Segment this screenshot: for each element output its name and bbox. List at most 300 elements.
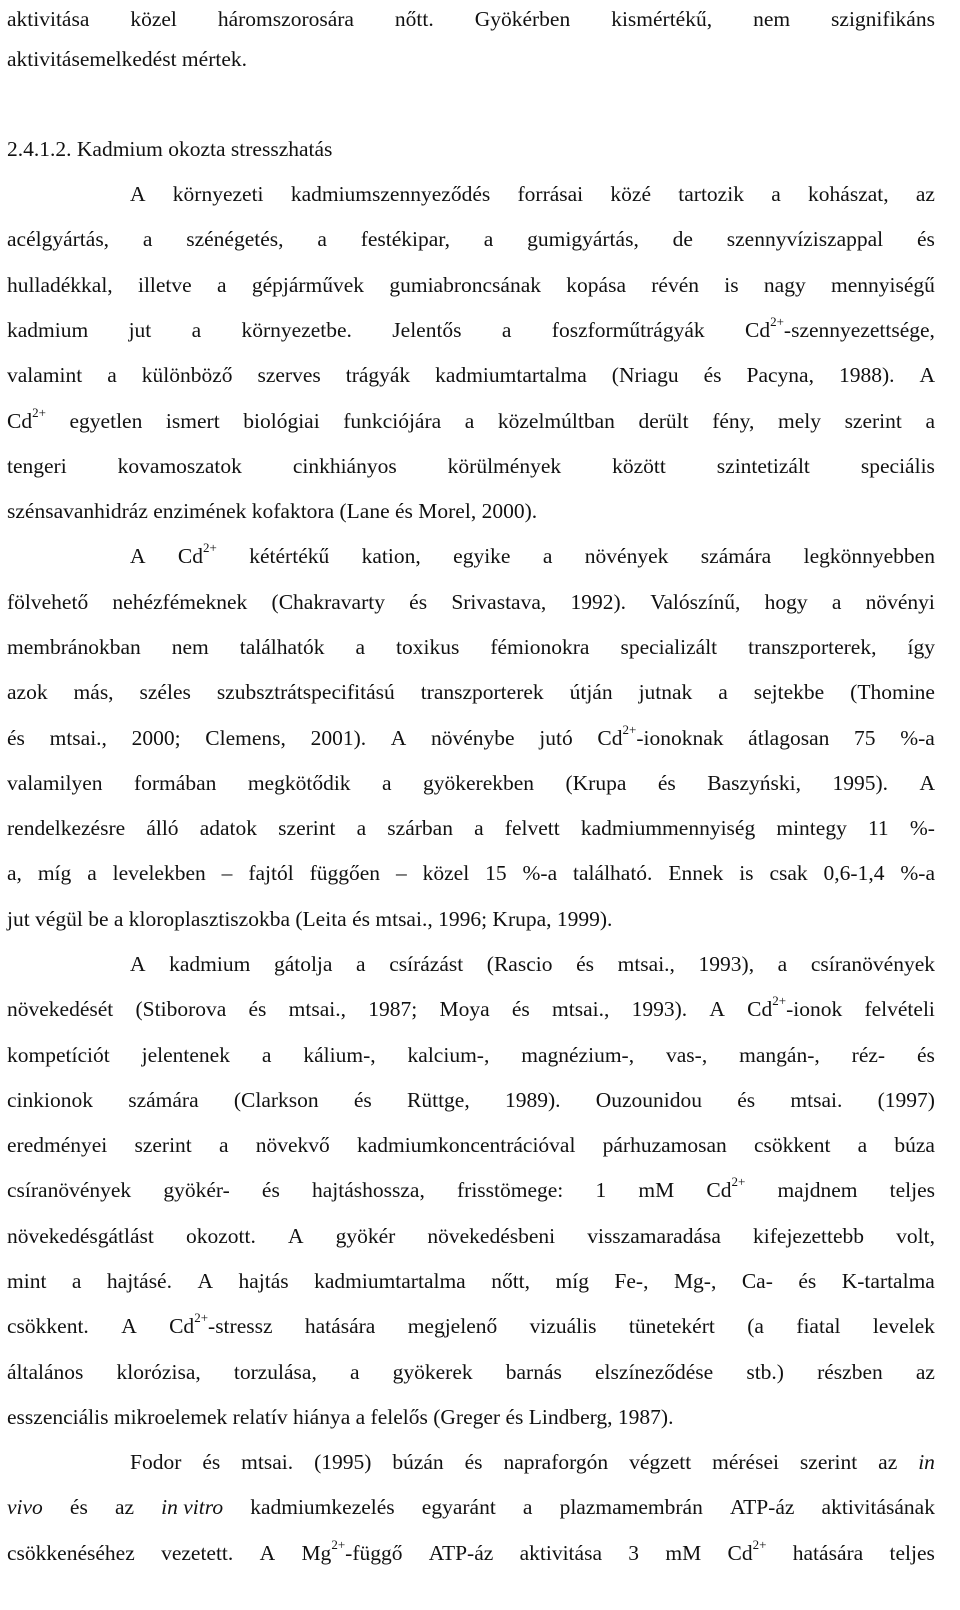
word: és xyxy=(703,363,722,387)
word: szárban xyxy=(387,816,453,840)
word: mangán-, xyxy=(739,1043,820,1067)
text-line xyxy=(7,541,935,571)
word: között xyxy=(612,454,666,478)
word-group xyxy=(357,1130,576,1160)
word-group xyxy=(242,315,352,345)
word: és xyxy=(7,726,25,750)
word-group xyxy=(431,723,515,753)
word-group xyxy=(7,451,67,481)
word: részben xyxy=(817,1360,883,1384)
word: általános xyxy=(7,1360,84,1384)
word: mérései xyxy=(712,1450,779,1474)
word-group xyxy=(861,451,935,481)
word: fajtól xyxy=(248,861,294,885)
word: környezetbe. xyxy=(241,318,352,342)
word: jelentenek xyxy=(141,1043,230,1067)
word-group xyxy=(186,1221,256,1251)
word-group xyxy=(311,723,367,753)
word-group xyxy=(543,541,553,571)
word-group xyxy=(392,1447,443,1477)
word-group xyxy=(317,224,327,254)
word-group xyxy=(777,1175,857,1205)
word: ATP-áz xyxy=(729,1495,795,1519)
word: transzporterek xyxy=(420,680,544,704)
word: 3 xyxy=(628,1541,640,1565)
word-group xyxy=(143,224,153,254)
word-group xyxy=(629,1447,691,1477)
word: %-a xyxy=(900,726,935,750)
word-group xyxy=(38,858,71,888)
word-group xyxy=(112,587,247,617)
word: hatására xyxy=(304,1314,376,1338)
word-group xyxy=(614,1266,648,1296)
word-group xyxy=(790,1085,842,1115)
word: Ennek xyxy=(668,861,724,885)
word-group xyxy=(409,587,427,617)
word-group xyxy=(408,1311,498,1341)
word-group xyxy=(748,632,876,662)
word-group xyxy=(890,1175,935,1205)
word-group xyxy=(130,1447,181,1477)
word: cinkionok xyxy=(7,1088,93,1112)
word: míg xyxy=(555,1269,589,1293)
word-group xyxy=(134,1130,191,1160)
word: kopása xyxy=(566,273,626,297)
word: magnézium-, xyxy=(521,1043,635,1067)
word: (1995) xyxy=(314,1450,372,1474)
word: K-tartalma xyxy=(841,1269,935,1293)
word: a xyxy=(501,318,512,342)
text-line xyxy=(7,360,935,390)
word: Ca- xyxy=(741,1269,773,1293)
word: a xyxy=(71,1269,82,1293)
word: széles xyxy=(139,680,191,704)
word-group xyxy=(396,858,407,888)
word: stb.) xyxy=(746,1360,784,1384)
word-group xyxy=(560,1492,703,1522)
word: Moya xyxy=(439,997,490,1021)
word-group xyxy=(597,723,723,753)
word-group xyxy=(576,949,594,979)
word-group xyxy=(130,4,177,34)
word: visszamaradása xyxy=(587,1224,721,1248)
word: A xyxy=(390,726,407,750)
superscript: 2+ xyxy=(622,721,637,737)
word-group xyxy=(129,315,152,345)
word: 15 xyxy=(485,861,507,885)
word: aktivitásemelkedést mértek. xyxy=(7,47,247,71)
word: Ouzounidou xyxy=(595,1088,703,1112)
word-group xyxy=(241,1447,293,1477)
word: mtsai., xyxy=(552,997,610,1021)
word: 1987; xyxy=(368,997,418,1021)
word-group xyxy=(520,1538,602,1568)
word-group xyxy=(918,1447,935,1477)
word: hogy xyxy=(764,590,808,614)
word-group xyxy=(747,360,814,390)
word-group xyxy=(842,1266,935,1296)
word-group xyxy=(581,813,755,843)
word: szignifikáns xyxy=(831,7,935,31)
text-line xyxy=(7,994,935,1024)
word-group xyxy=(7,360,82,390)
word: trágyák xyxy=(345,363,411,387)
word-group xyxy=(527,224,639,254)
word: (Clarkson xyxy=(233,1088,319,1112)
word-group xyxy=(747,994,842,1024)
word-group xyxy=(620,632,717,662)
superscript: 2+ xyxy=(731,1173,746,1189)
word-group xyxy=(831,4,935,34)
word: a xyxy=(771,182,781,206)
word-group xyxy=(453,541,510,571)
word-group xyxy=(628,1538,639,1568)
word: membránokban xyxy=(7,635,141,659)
word: A xyxy=(130,952,146,976)
word: kation, xyxy=(361,544,421,568)
word: A xyxy=(259,1541,276,1565)
word: a xyxy=(925,409,935,433)
word: közel xyxy=(130,7,177,31)
word-group xyxy=(831,270,935,300)
word: a xyxy=(474,816,484,840)
word: függően xyxy=(309,861,381,885)
word: kadmiumkezelés xyxy=(250,1495,395,1519)
word-group xyxy=(595,1175,606,1205)
word-group xyxy=(118,451,242,481)
word-group xyxy=(130,541,146,571)
word: Mg xyxy=(301,1541,332,1565)
word-group xyxy=(595,1357,713,1387)
word-group xyxy=(754,677,824,707)
word: szerint xyxy=(278,816,336,840)
word-group xyxy=(249,994,267,1024)
word: és xyxy=(202,1450,221,1474)
word: kovamoszatok xyxy=(117,454,242,478)
word-group xyxy=(730,1492,794,1522)
word: végzett xyxy=(629,1450,692,1474)
word: Valószínű, xyxy=(650,590,741,614)
word: a xyxy=(718,680,728,704)
word: acélgyártás, xyxy=(7,227,110,251)
word: a xyxy=(349,1360,360,1384)
word-group xyxy=(392,315,461,345)
word: 2000; xyxy=(131,726,181,750)
word-group xyxy=(503,1447,608,1477)
word: felvett xyxy=(504,816,560,840)
word: közelmúltban xyxy=(497,409,615,433)
word-group xyxy=(205,723,286,753)
word: sejtekbe xyxy=(753,680,825,704)
word-group xyxy=(910,813,935,843)
word: -függő xyxy=(345,1541,403,1565)
word: A xyxy=(287,1224,304,1248)
word-group xyxy=(747,1311,764,1341)
word-group xyxy=(7,994,113,1024)
word: tünetekért xyxy=(628,1314,715,1338)
word-group xyxy=(850,677,935,707)
word: teljes xyxy=(889,1178,935,1202)
word-group xyxy=(919,360,935,390)
word-group xyxy=(387,813,453,843)
word: a xyxy=(317,227,327,251)
word-group xyxy=(451,587,546,617)
word-group xyxy=(240,632,325,662)
word: mtsai. xyxy=(790,1088,843,1112)
word: háromszorosára xyxy=(217,7,354,31)
word: kálium-, xyxy=(303,1043,376,1067)
word-group xyxy=(665,1538,701,1568)
word: réz- xyxy=(851,1043,886,1067)
word: így xyxy=(907,635,935,659)
word-group xyxy=(439,994,489,1024)
word: hajtáshossza, xyxy=(312,1178,425,1202)
word-group xyxy=(796,1311,840,1341)
word-group xyxy=(917,224,935,254)
word: búza xyxy=(894,1133,935,1157)
word-group xyxy=(107,360,117,390)
text-line xyxy=(7,179,935,209)
word: csírázást xyxy=(389,952,464,976)
word: egyetlen xyxy=(69,409,143,433)
word: cinkhiányos xyxy=(292,454,397,478)
word-group xyxy=(900,723,935,753)
word: növénybe xyxy=(430,726,515,750)
word-group xyxy=(521,1040,634,1070)
word: átlagosan xyxy=(748,726,830,750)
word-group xyxy=(7,315,88,345)
word-group xyxy=(389,270,541,300)
word: és xyxy=(511,997,530,1021)
word-group xyxy=(130,949,146,979)
word-group xyxy=(530,1311,597,1341)
word: szerves xyxy=(257,363,321,387)
word-group xyxy=(423,858,470,888)
word-group xyxy=(523,1492,533,1522)
word-group xyxy=(596,1085,702,1115)
word: -ionoknak xyxy=(636,726,724,750)
word-group xyxy=(262,1175,280,1205)
word: mtsai. xyxy=(241,1450,294,1474)
word: toxikus xyxy=(396,635,460,659)
word-group xyxy=(7,270,113,300)
word-group xyxy=(7,1040,110,1070)
word-group xyxy=(718,677,728,707)
word: Mg-, xyxy=(673,1269,717,1293)
word-group xyxy=(465,406,475,436)
word: A xyxy=(121,1314,137,1338)
word-group xyxy=(502,315,512,345)
word-group xyxy=(808,179,889,209)
word-group xyxy=(487,949,553,979)
word-group xyxy=(427,1221,555,1251)
word: ATP-áz xyxy=(428,1541,494,1565)
word: míg xyxy=(37,861,72,885)
word-group xyxy=(868,813,889,843)
word-group xyxy=(745,315,935,345)
word-group xyxy=(121,1311,137,1341)
word: párhuzamosan xyxy=(602,1133,727,1157)
word: gépjárművek xyxy=(251,273,365,297)
word: 1989). xyxy=(504,1088,561,1112)
word-group xyxy=(845,406,902,436)
word-group xyxy=(422,1492,496,1522)
word-group xyxy=(811,949,935,979)
word-group xyxy=(250,1492,394,1522)
word-group xyxy=(7,1357,83,1387)
word-group xyxy=(140,677,191,707)
word: találhatók xyxy=(239,635,325,659)
word-group xyxy=(310,858,380,888)
word-group xyxy=(138,270,192,300)
word-group xyxy=(878,1447,897,1477)
word-group xyxy=(408,1040,490,1070)
word: a xyxy=(464,409,475,433)
word-group xyxy=(854,723,876,753)
word: napraforgón xyxy=(503,1450,609,1474)
word: funkciójára xyxy=(343,409,442,433)
word-group xyxy=(172,632,209,662)
word-group xyxy=(7,499,537,523)
word: kadmiummennyiség xyxy=(580,816,756,840)
word-group xyxy=(248,858,293,888)
word: – xyxy=(395,861,407,885)
word: speciális xyxy=(860,454,935,478)
word-group xyxy=(7,1221,154,1251)
word: azok xyxy=(7,680,48,704)
word: a xyxy=(831,590,842,614)
word-group xyxy=(638,406,688,436)
word-group xyxy=(7,137,332,161)
word: biológiai xyxy=(243,409,320,433)
word: szerint xyxy=(799,1450,858,1474)
word: eredményei xyxy=(7,1133,108,1157)
word: más, xyxy=(73,680,114,704)
word-group xyxy=(804,541,935,571)
word: ismert xyxy=(165,409,220,433)
word-group xyxy=(707,768,801,798)
text-line xyxy=(7,270,935,300)
word: a xyxy=(355,635,366,659)
italic-word: in xyxy=(918,1450,935,1474)
word-group xyxy=(491,1266,530,1296)
word-group xyxy=(894,1130,935,1160)
word-group xyxy=(429,1538,493,1568)
word: a xyxy=(542,544,553,568)
word-group xyxy=(7,1130,107,1160)
word-group xyxy=(262,1040,272,1070)
word: a xyxy=(777,952,788,976)
word-group xyxy=(900,858,935,888)
superscript: 2+ xyxy=(770,313,784,329)
word: kohászat, xyxy=(808,182,889,206)
word: a xyxy=(356,952,366,976)
word-group xyxy=(113,858,206,888)
word: az xyxy=(915,1360,935,1384)
word: Rüttge, xyxy=(407,1088,470,1112)
word: nem xyxy=(171,635,209,659)
word: (Stiborova xyxy=(135,997,227,1021)
word-group xyxy=(407,1085,470,1115)
word: gyökerekben xyxy=(423,771,535,795)
word-group xyxy=(539,723,572,753)
word-group xyxy=(7,224,109,254)
word-group xyxy=(587,1221,721,1251)
word: 1988). xyxy=(838,363,895,387)
word-group xyxy=(512,994,530,1024)
word: egyaránt xyxy=(421,1495,496,1519)
word: barnás xyxy=(505,1360,562,1384)
text-line xyxy=(7,768,935,798)
word: specializált xyxy=(620,635,718,659)
word: 1 xyxy=(595,1178,607,1202)
word-group xyxy=(896,1221,935,1251)
text-line xyxy=(7,496,935,526)
word: a xyxy=(483,227,494,251)
word: gumigyártás, xyxy=(527,227,639,251)
word-group xyxy=(132,723,181,753)
word: növekedésgátlást xyxy=(7,1224,154,1248)
word-group xyxy=(754,1130,830,1160)
text-line xyxy=(7,1447,935,1477)
text-line xyxy=(7,904,935,934)
word: a xyxy=(356,816,367,840)
word-group xyxy=(639,677,693,707)
italic-word: vitro xyxy=(183,1495,224,1519)
word-group xyxy=(612,451,666,481)
word-group xyxy=(202,1447,220,1477)
word: és xyxy=(916,227,935,251)
word-group xyxy=(746,1357,784,1387)
word-group xyxy=(712,406,754,436)
word: 2001). xyxy=(310,726,367,750)
word-group xyxy=(7,406,46,436)
word-group xyxy=(234,1357,317,1387)
word: -stressz xyxy=(208,1314,273,1338)
superscript: 2+ xyxy=(203,539,217,555)
word-group xyxy=(651,270,699,300)
word: a xyxy=(107,363,117,387)
word-group xyxy=(134,768,216,798)
word-group xyxy=(776,813,846,843)
word-group xyxy=(858,1130,868,1160)
word: Srivastava, xyxy=(451,590,547,614)
word-group xyxy=(650,587,740,617)
word-group xyxy=(7,1405,673,1429)
word: növekvő xyxy=(255,1133,330,1157)
word-group xyxy=(70,1492,88,1522)
word-group xyxy=(674,1266,716,1296)
word: körülmények xyxy=(447,454,562,478)
word: kifejezettebb xyxy=(753,1224,865,1248)
word: Fe-, xyxy=(614,1269,649,1293)
word: Fodor xyxy=(130,1450,182,1474)
word-group xyxy=(822,1492,935,1522)
word-group xyxy=(7,632,141,662)
word: gyökér- xyxy=(163,1178,230,1202)
word-group xyxy=(217,677,395,707)
word-group xyxy=(709,994,725,1024)
word: plazmamembrán xyxy=(559,1495,703,1519)
word-group xyxy=(354,1085,372,1115)
word: számára xyxy=(128,1088,199,1112)
word-group xyxy=(382,768,392,798)
section-heading xyxy=(7,134,935,164)
word-group xyxy=(312,1175,425,1205)
text-line xyxy=(7,1357,935,1387)
word-group xyxy=(305,1311,375,1341)
word: növényi xyxy=(865,590,935,614)
